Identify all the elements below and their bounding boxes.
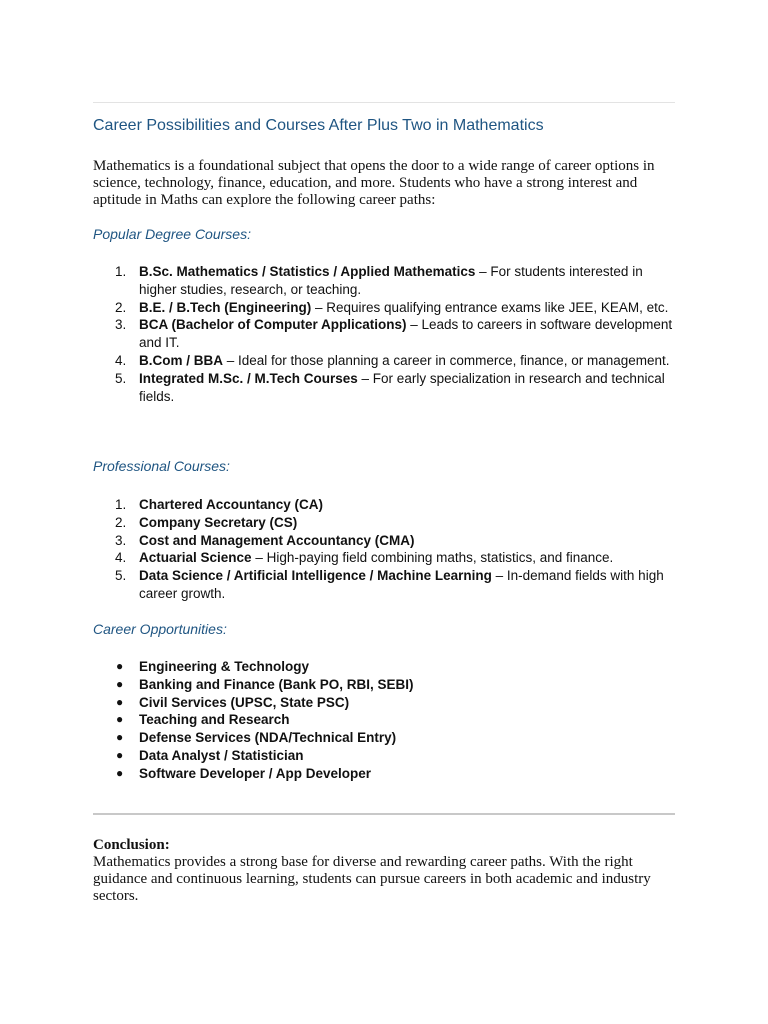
- list-item: [93, 263, 683, 299]
- list-item: [93, 514, 683, 532]
- list-item: [93, 316, 683, 352]
- list-item: [93, 532, 683, 550]
- course-description: – For students interested in higher studies, research, or teaching.: [139, 264, 643, 297]
- popular-degree-heading: Popular Degree Courses:: [93, 226, 251, 242]
- list-item: [93, 711, 683, 729]
- list-number: 5.: [115, 370, 127, 386]
- list-number: 5.: [115, 568, 127, 584]
- opportunity-label: Banking and Finance (Bank PO, RBI, SEBI): [139, 676, 414, 692]
- opportunity-label: Data Analyst / Statistician: [139, 747, 304, 763]
- list-item: [93, 549, 683, 567]
- bullet-icon: ●: [116, 765, 124, 780]
- opportunity-label: Civil Services (UPSC, State PSC): [139, 694, 350, 710]
- list-item: [93, 567, 683, 603]
- opportunity-label: Teaching and Research: [139, 712, 290, 728]
- list-item: [93, 496, 683, 514]
- list-number: 2.: [115, 514, 127, 530]
- top-divider: [93, 102, 675, 103]
- course-name: Integrated M.Sc. / M.Tech Courses: [139, 370, 358, 386]
- course-description: – Leads to careers in software development and IT.: [139, 317, 673, 351]
- bullet-icon: ●: [116, 676, 124, 691]
- list-number: 1.: [115, 497, 127, 512]
- list-number: 4.: [115, 352, 127, 368]
- bullet-icon: ●: [116, 730, 124, 745]
- course-name: Data Science / Artificial Intelligence / Machine Learning: [139, 568, 492, 584]
- course-name: Company Secretary (CS): [139, 514, 298, 530]
- bullet-icon: ●: [116, 712, 124, 727]
- bullet-icon: ●: [116, 659, 124, 673]
- course-name: B.Com / BBA: [139, 352, 223, 368]
- course-description: – For early specialization in research and technical fields.: [139, 370, 665, 404]
- list-item: [93, 370, 683, 406]
- course-name: B.Sc. Mathematics / Statistics / Applied Mathematics: [139, 264, 476, 279]
- list-number: 4.: [115, 550, 127, 566]
- list-item: [93, 747, 683, 765]
- career-opportunities-heading: Career Opportunities:: [93, 621, 227, 637]
- list-item: [93, 352, 683, 370]
- course-name: Actuarial Science: [139, 550, 252, 566]
- bullet-icon: ●: [116, 694, 124, 709]
- list-item: [93, 299, 683, 317]
- list-item: [93, 658, 683, 676]
- list-item: [93, 729, 683, 747]
- list-number: 3.: [115, 532, 127, 548]
- course-description: – Ideal for those planning a career in commerce, finance, or management.: [223, 352, 670, 368]
- bullet-icon: ●: [116, 747, 124, 762]
- conclusion-heading: Conclusion:: [93, 837, 170, 853]
- course-name: Cost and Management Accountancy (CMA): [139, 532, 415, 548]
- opportunity-label: Software Developer / App Developer: [139, 765, 372, 781]
- list-item: [93, 765, 683, 783]
- career-opportunities-list: [93, 658, 683, 783]
- list-number: 3.: [115, 317, 127, 333]
- opportunity-label: Engineering & Technology: [139, 659, 310, 674]
- professional-courses-heading: Professional Courses:: [93, 458, 230, 474]
- list-item: [93, 676, 683, 694]
- professional-courses-list: [93, 496, 683, 603]
- list-number: 1.: [115, 264, 127, 279]
- bottom-divider: [93, 813, 675, 815]
- intro-paragraph: Mathematics is a foundational subject that opens the door to a wide range of career options in science, technology, finance, education, and more. Students who have a strong interest and aptitude in Maths can explore the following career paths:: [93, 158, 655, 208]
- opportunity-label: Defense Services (NDA/Technical Entry): [139, 730, 397, 746]
- conclusion-paragraph: Mathematics provides a strong base for diverse and rewarding career paths. With the right guidance and continuous learning, students can pursue careers in both academic and industry sectors.: [93, 854, 651, 904]
- document-title: Career Possibilities and Courses After Plus Two in Mathematics: [93, 117, 544, 134]
- course-name: BCA (Bachelor of Computer Applications): [139, 317, 407, 333]
- course-name: B.E. / B.Tech (Engineering): [139, 299, 312, 315]
- popular-degree-list: [93, 263, 683, 405]
- course-name: Chartered Accountancy (CA): [139, 497, 324, 512]
- course-description: – High-paying field combining maths, statistics, and finance.: [251, 550, 614, 566]
- list-item: [93, 694, 683, 712]
- list-number: 2.: [115, 299, 127, 315]
- course-description: – Requires qualifying entrance exams like JEE, KEAM, etc.: [311, 299, 669, 315]
- course-description: – In-demand fields with high career growth.: [139, 568, 664, 601]
